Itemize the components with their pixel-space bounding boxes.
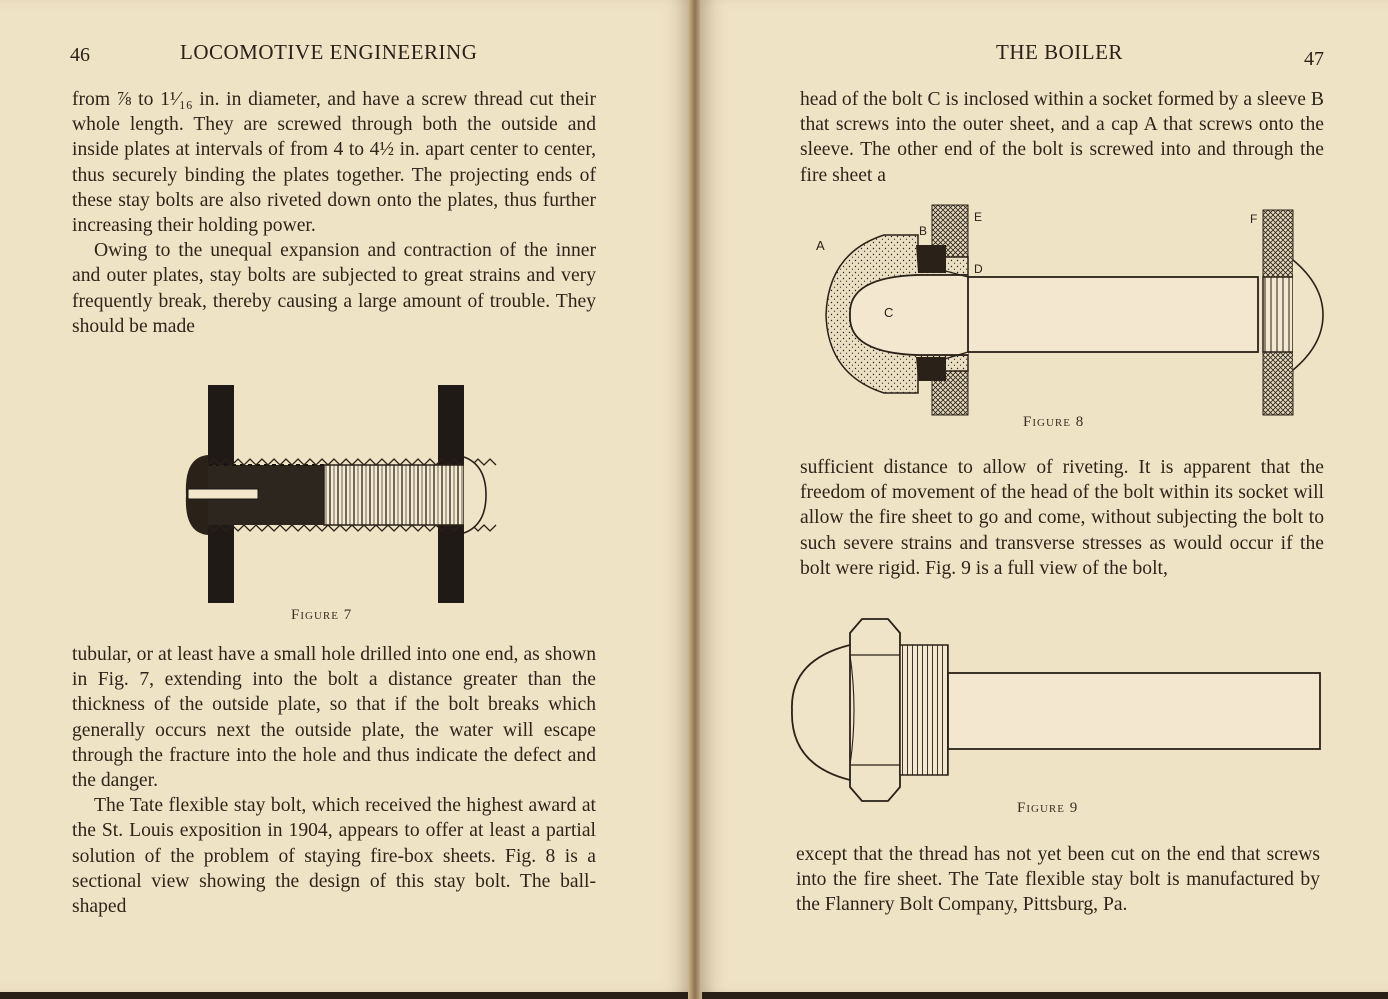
right-text-bottom xyxy=(796,842,1320,918)
figure-8-caption: Figure 8 xyxy=(1023,414,1085,430)
right-page-number: 47 xyxy=(1304,48,1324,70)
figure-7-caption: Figure 7 xyxy=(291,607,353,623)
left-paragraph-2: Owing to the unequal expansion and contraction of the inner and outer plates, stay bolts are subjected to great strains and very frequently break, thereby causing a large amount of trouble. They should be made xyxy=(72,240,596,337)
left-page-number: 46 xyxy=(70,44,90,66)
figure-8-label-c: C xyxy=(884,305,894,320)
left-paragraph-4: The Tate flexible stay bolt, which received the highest award at the St. Louis exposition in 1904, appears to offer at least a partial solution of the problem of staying fire-box sheets. Fig. 8 is a sectional view showing the design of this stay bolt. The ball-shaped xyxy=(72,795,596,918)
right-paragraph-1: head of the bolt C is inclosed within a socket formed by a sleeve B that screws into the outer sheet, and a cap A that screws onto the sleeve. The other end of the bolt is screwed into and through the fire sheet a xyxy=(800,89,1324,186)
figure-8-label-f: F xyxy=(1250,212,1258,226)
right-running-head: THE BOILER xyxy=(996,40,1123,64)
figure-9-caption: Figure 9 xyxy=(1017,800,1079,816)
left-text-top xyxy=(72,87,596,339)
left-paragraph-1: from ⅞ to 1¹⁄₁₆ in. in diameter, and have a screw thread cut their whole length. They are screwed through both the outside and inside plates at intervals of from 4 to 4½ in. apart center to center, thus securely binding the plates together. The projecting ends of these stay bolts are also riveted down onto the plates, thus further increasing their holding power. xyxy=(72,89,596,237)
figure-8-label-a: A xyxy=(816,238,825,253)
figure-8-illustration xyxy=(818,205,1318,420)
figure-8-label-d: D xyxy=(974,262,983,276)
right-paragraph-3: except that the thread has not yet been cut on the end that screws into the fire sheet. The Tate flexible stay bolt is manufactured by the Flannery Bolt Company, Pittsburg, Pa. xyxy=(796,844,1320,916)
left-running-head: LOCOMOTIVE ENGINEERING xyxy=(180,40,478,64)
left-paragraph-3: tubular, or at least have a small hole drilled into one end, as shown in Fig. 7, extending into the bolt a distance greater than the thickness of the outside plate, so that if the bolt breaks which generally occurs next the outside plate, the water will escape through the fracture into the hole and thus indicate the defect and the danger. xyxy=(72,644,596,792)
figure-8-label-e: E xyxy=(974,210,983,224)
left-text-bottom xyxy=(72,642,596,919)
right-paragraph-2: sufficient distance to allow of riveting. It is apparent that the freedom of movement of the head of the bolt within its socket will allow the fire sheet to go and come, without subjecting the bolt to such severe strains and transverse stresses as would occur if the bolt were rigid. Fig. 9 is a full view of the bolt, xyxy=(800,457,1324,579)
left-page xyxy=(0,0,690,992)
right-page xyxy=(700,0,1388,992)
figure-7-illustration xyxy=(184,385,494,603)
figure-9-illustration xyxy=(790,615,1330,805)
right-text-top xyxy=(800,87,1324,188)
figure-8-label-b: B xyxy=(919,224,928,238)
right-text-middle xyxy=(800,455,1324,581)
